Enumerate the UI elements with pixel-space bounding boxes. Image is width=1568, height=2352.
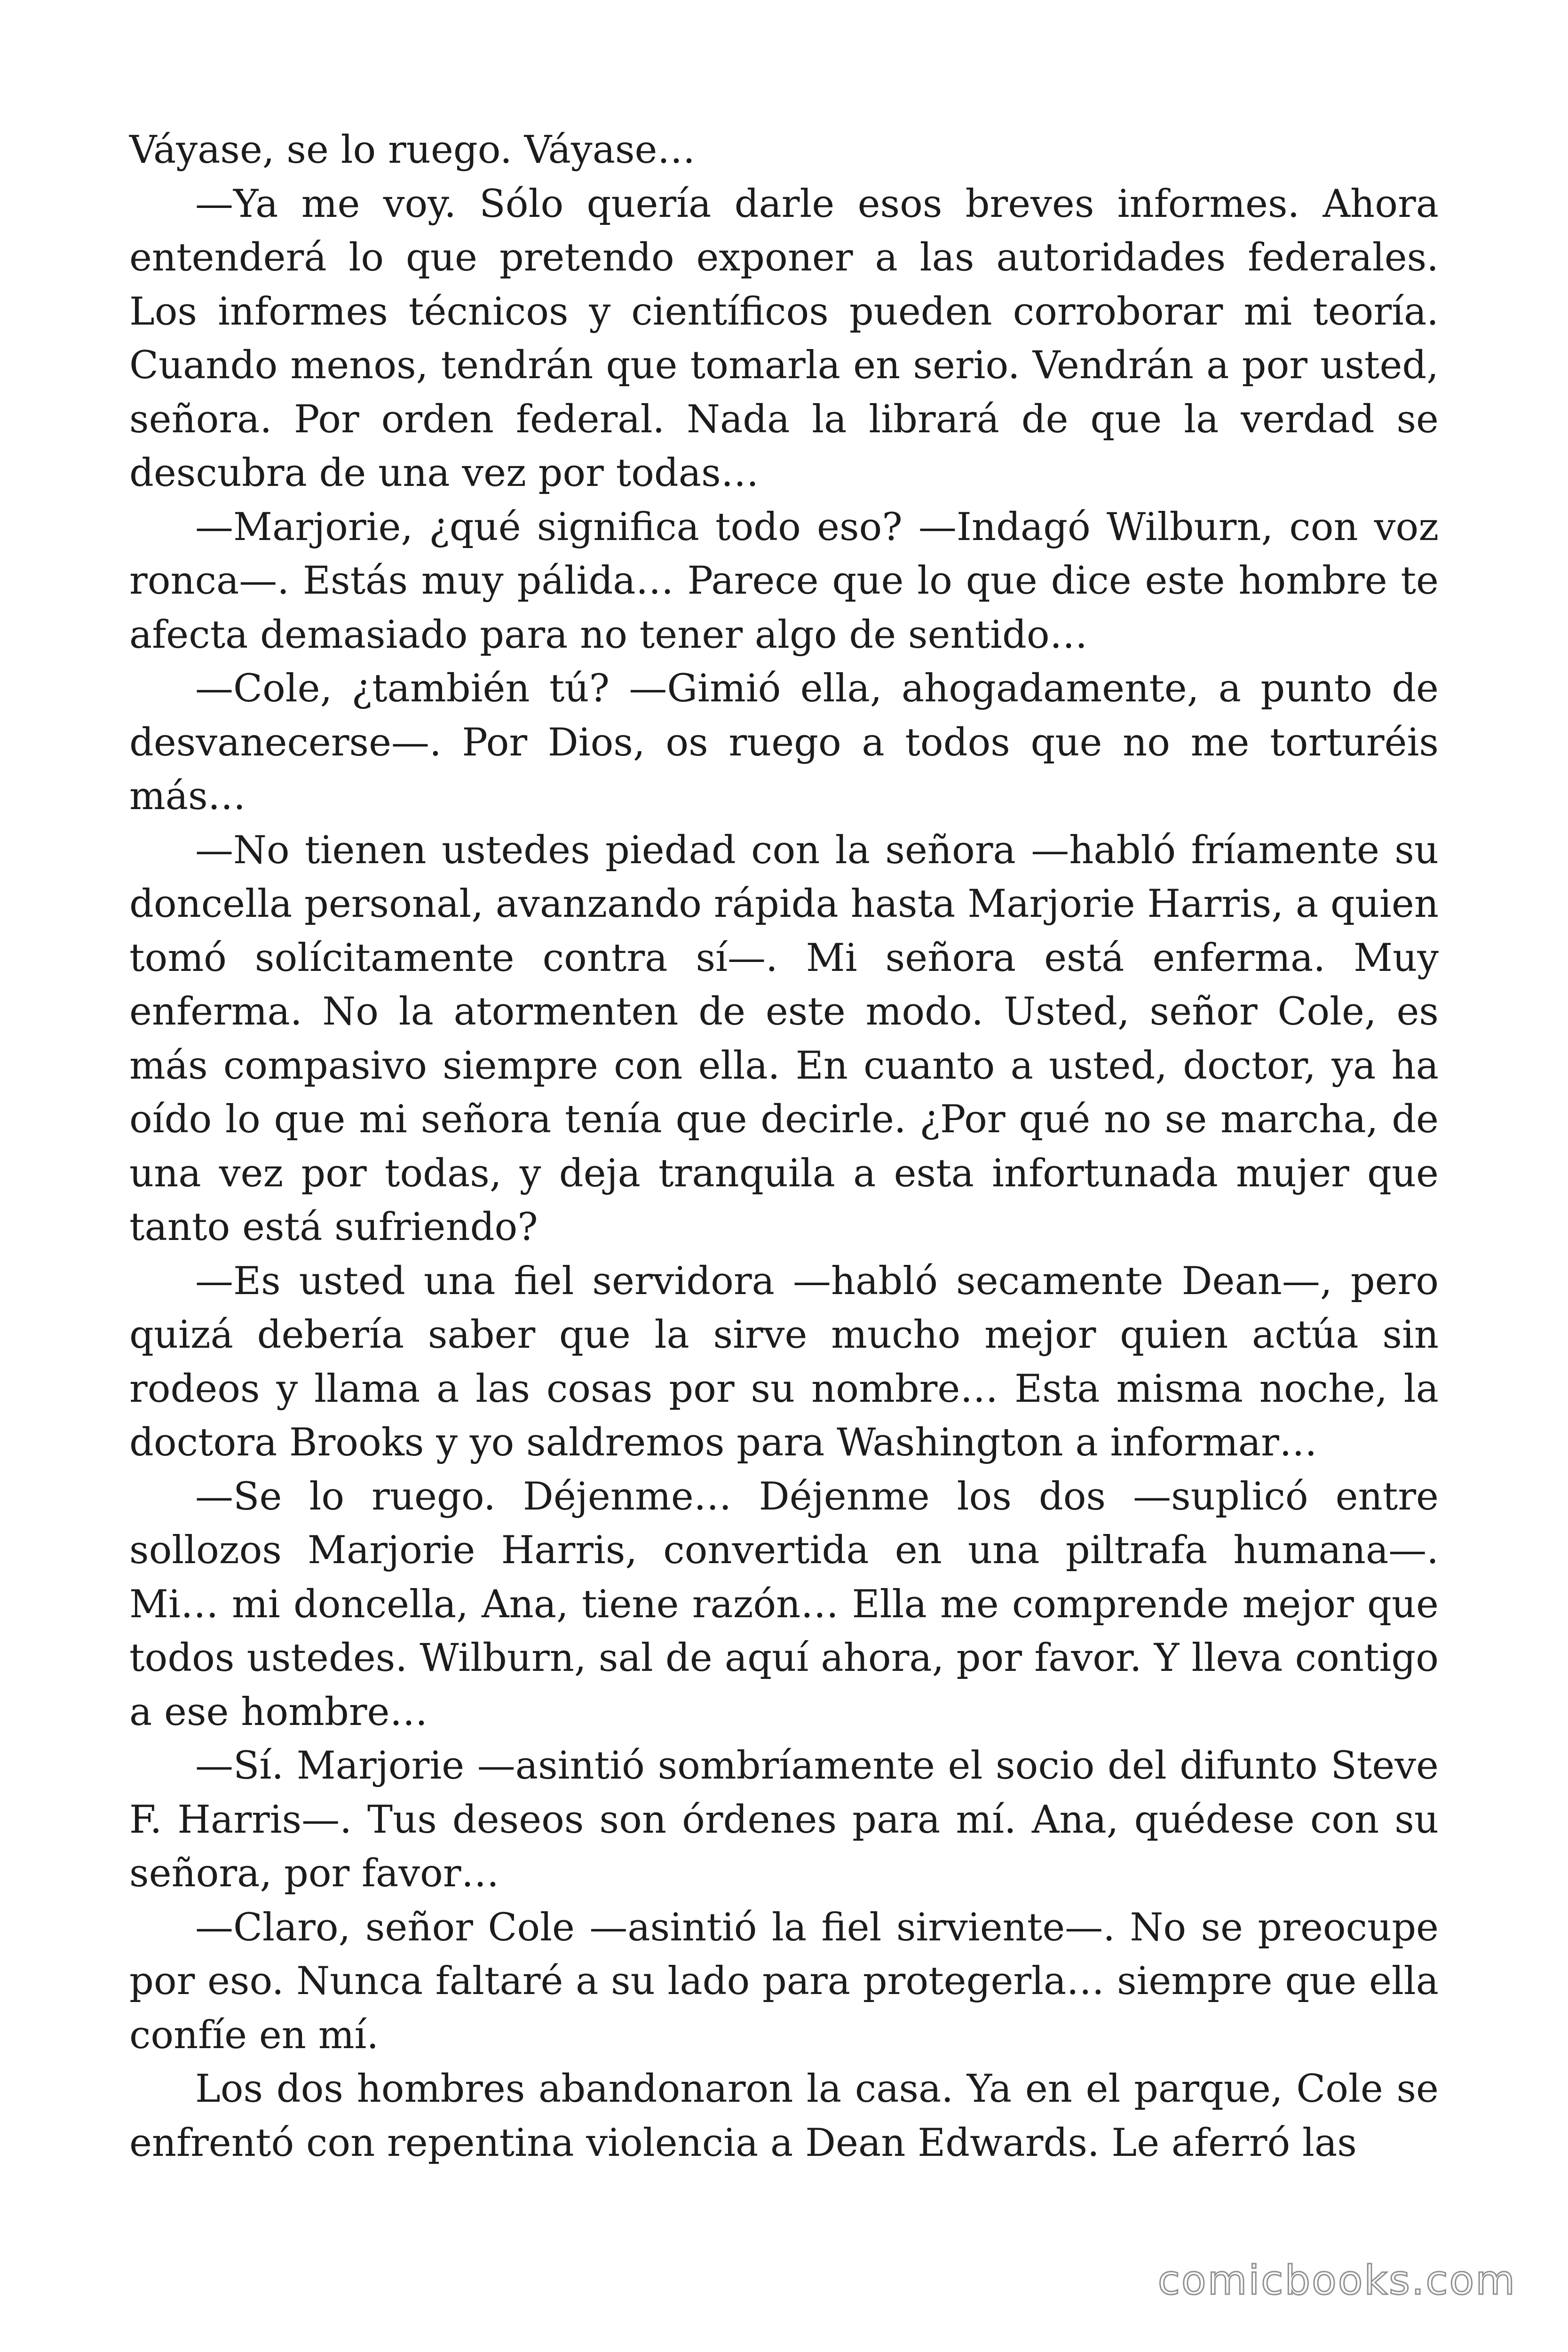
body-text: [129, 123, 1439, 2170]
paragraph: —Se lo ruego. Déjenme… Déjenme los dos —suplicó entre sollozos Marjorie Harris, convertida en una piltrafa humana—. Mi… mi doncella, Ana, tiene razón… Ella me comprende mejor que todos ustedes. Wilburn, sal de aquí ahora, por favor. Y lleva contigo a ese hombre…: [129, 1474, 1439, 1734]
watermark: comicbooks.com: [1157, 2257, 1516, 2304]
paragraph: —Sí. Marjorie —asintió sombríamente el socio del difunto Steve F. Harris—. Tus deseos son órdenes para mí. Ana, quédese con su señora, por favor…: [129, 1744, 1439, 1896]
paragraph: —Cole, ¿también tú? —Gimió ella, ahogadamente, a punto de desvanecerse—. Por Dios, os ruego a todos que no me torturéis más…: [129, 667, 1439, 818]
paragraph: —Marjorie, ¿qué significa todo eso? —Indagó Wilburn, con voz ronca—. Estás muy pálida… Parece que lo que dice este hombre te afecta demasiado para no tener algo de sentido…: [129, 505, 1439, 657]
paragraph: —Claro, señor Cole —asintió la fiel sirviente—. No se preocupe por eso. Nunca faltaré a su lado para protegerla… siempre que ella confíe en mí.: [129, 1905, 1439, 2058]
paragraph: —No tienen ustedes piedad con la señora —habló fríamente su doncella personal, avanzando rápida hasta Marjorie Harris, a quien tomó solícitamente contra sí—. Mi señora está enferma. Muy enferma. No la atormenten de este modo. Usted, señor Cole, es más compasivo siempre con ella. En cuanto a usted, doctor, ya ha oído lo que mi señora tenía que decirle. ¿Por qué no se marcha, de una vez por todas, y deja tranquila a esta infortunada mujer que tanto está sufriendo?: [129, 828, 1439, 1249]
paragraph: —Es usted una fiel servidora —habló secamente Dean—, pero quizá debería saber que la sirve mucho mejor quien actúa sin rodeos y llama a las cosas por su nombre… Esta misma noche, la doctora Brooks y yo saldremos para Washington a informar…: [129, 1259, 1439, 1465]
paragraph: Váyase, se lo ruego. Váyase…: [129, 128, 696, 172]
paragraph: —Ya me voy. Sólo quería darle esos breves informes. Ahora entenderá lo que pretendo exponer a las autoridades federales. Los informes técnicos y científicos pueden corroborar mi teoría. Cuando menos, tendrán que tomarla en serio. Vendrán a por usted, señora. Por orden federal. Nada la librará de que la verdad se descubra de una vez por todas…: [129, 182, 1439, 495]
paragraph: Los dos hombres abandonaron la casa. Ya en el parque, Cole se enfrentó con repentina violencia a Dean Edwards. Le aferró las: [129, 2067, 1439, 2165]
